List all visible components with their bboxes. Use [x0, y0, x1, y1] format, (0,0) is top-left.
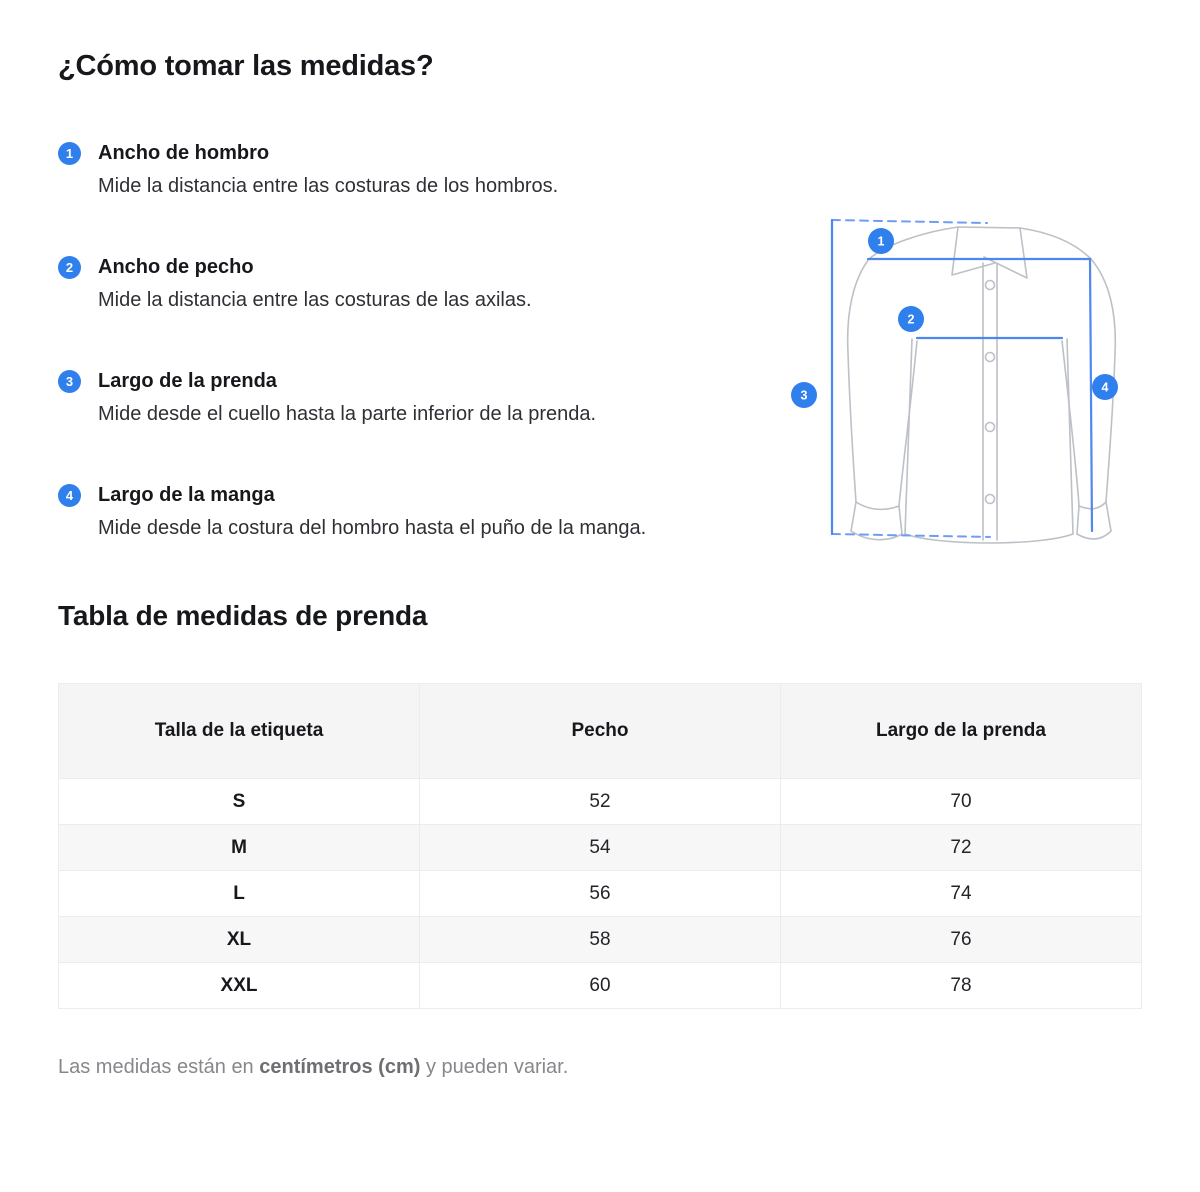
- length-cell: 74: [781, 871, 1142, 917]
- shoulder-and-sleeve-line: [868, 259, 1092, 531]
- chest-cell: 58: [420, 917, 781, 963]
- diagram-marker-2: [898, 306, 924, 332]
- step-number-badge: 3: [58, 370, 81, 393]
- shirt-outline: [848, 227, 1116, 543]
- diagram-marker-4: [1092, 374, 1118, 400]
- shirt-measurement-diagram-icon: [790, 201, 1170, 571]
- page-title: ¿Cómo tomar las medidas?: [58, 50, 434, 82]
- step-number-badge: 2: [58, 256, 81, 279]
- size-cell: S: [59, 779, 420, 825]
- length-cell: 76: [781, 917, 1142, 963]
- table-row-l: [59, 871, 1142, 917]
- step-description: Mide desde la costura del hombro hasta el puño de la manga.: [98, 517, 647, 539]
- size-table-title: Tabla de medidas de prenda: [58, 600, 428, 631]
- step-number-badge: 4: [58, 484, 81, 507]
- step-number-badge: 1: [58, 142, 81, 165]
- chest-cell: 52: [420, 779, 781, 825]
- step-title: Ancho de pecho: [98, 256, 254, 278]
- step-title: Largo de la prenda: [98, 370, 277, 392]
- svg-text:3: 3: [800, 388, 808, 403]
- step-description: Mide la distancia entre las costuras de los hombros.: [98, 175, 559, 197]
- svg-text:2: 2: [907, 312, 915, 327]
- table-row-m: [59, 825, 1142, 871]
- step-chest-width: [58, 254, 718, 314]
- size-cell: XXL: [59, 963, 420, 1009]
- step-title: Largo de la manga: [98, 484, 275, 506]
- step-garment-length: [58, 368, 718, 428]
- length-cell: 72: [781, 825, 1142, 871]
- step-title: Ancho de hombro: [98, 142, 270, 164]
- diagram-marker-3: [791, 382, 817, 408]
- column-header-chest: Pecho: [420, 684, 781, 779]
- measurement-lines: [832, 220, 1092, 537]
- size-table-header-row: [59, 684, 1142, 779]
- units-disclaimer-bold: centímetros (cm): [259, 1056, 421, 1078]
- step-sleeve-length: [58, 482, 718, 542]
- table-row-s: [59, 779, 1142, 825]
- chest-cell: 60: [420, 963, 781, 1009]
- units-disclaimer-prefix: Las medidas están en: [58, 1056, 260, 1078]
- chest-cell: 54: [420, 825, 781, 871]
- units-disclaimer-suffix: y pueden variar.: [420, 1056, 569, 1078]
- measurement-instructions: [58, 140, 1142, 542]
- step-shoulder-width: [58, 140, 718, 200]
- step-description: Mide la distancia entre las costuras de las axilas.: [98, 289, 532, 311]
- column-header-garment-length: Largo de la prenda: [781, 684, 1142, 779]
- table-row-xl: [59, 917, 1142, 963]
- length-top-guide-line: [832, 220, 987, 223]
- length-cell: 70: [781, 779, 1142, 825]
- chest-cell: 56: [420, 871, 781, 917]
- svg-text:4: 4: [1101, 380, 1109, 395]
- column-header-label-size: Talla de la etiqueta: [59, 684, 420, 779]
- svg-text:1: 1: [877, 234, 885, 249]
- size-cell: L: [59, 871, 420, 917]
- step-description: Mide desde el cuello hasta la parte inferior de la prenda.: [98, 403, 597, 425]
- size-cell: XL: [59, 917, 420, 963]
- diagram-marker-1: [868, 228, 894, 254]
- units-disclaimer: [58, 1054, 1142, 1111]
- table-row-xxl: [59, 963, 1142, 1009]
- size-table: [58, 683, 1142, 1009]
- length-cell: 78: [781, 963, 1142, 1009]
- size-cell: M: [59, 825, 420, 871]
